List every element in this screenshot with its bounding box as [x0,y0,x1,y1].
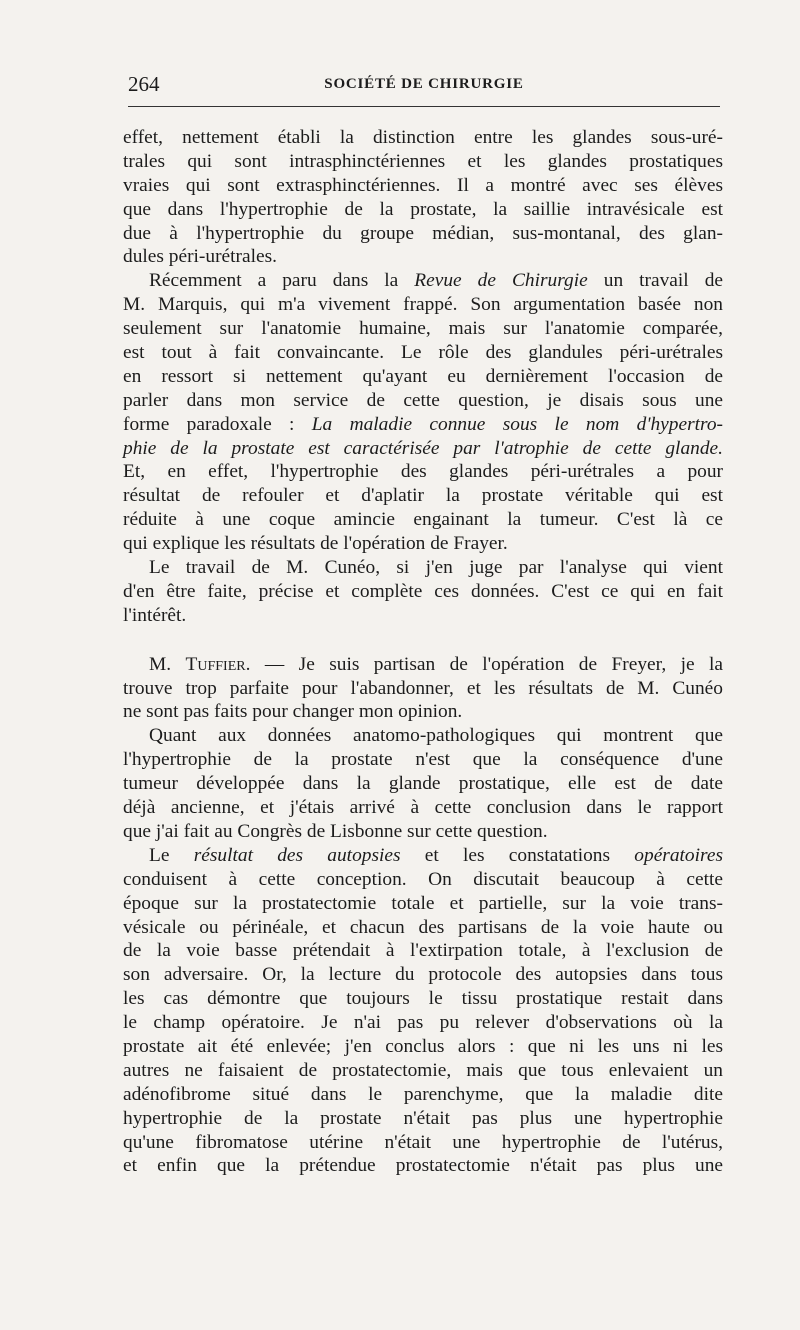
italic-quote: phie de la prostate est caractérisée par l'atrophie de cette glande. [123,437,723,459]
italic-phrase: opératoires [634,844,723,866]
text-line [123,269,723,293]
text-run: Le [149,844,194,866]
text-run: et les constatations [400,844,635,866]
text-line: l'intérêt. [123,604,187,626]
running-head: SOCIÉTÉ DE CHIRURGIE [324,76,524,92]
text-line: seulement sur l'anatomie humaine, mais sur l'anatomie comparée, [123,318,723,340]
text-line: due à l'hypertrophie du groupe médian, sus-montanal, des glan- [123,222,723,244]
text-line: résultat de refouler et d'aplatir la prostate véritable qui est [123,485,723,507]
text-line [123,844,723,868]
text-line: d'en être faite, précise et complète ces données. C'est ce qui en fait [123,580,723,602]
page-number: 264 [128,72,160,96]
text-line: déjà ancienne, et j'étais arrivé à cette conclusion dans le rapport [123,797,723,819]
text-line: est tout à fait convaincante. Le rôle des glandules péri-urétrales [123,342,723,364]
text-line: parler dans mon service de cette question, je disais sous une [123,389,723,411]
text-line [123,437,723,461]
text-line: effet, nettement établi la distinction entre les glandes sous-uré- [123,127,723,148]
text-run: forme paradoxale : [123,413,312,435]
text-line: son adversaire. Or, la lecture du protocole des autopsies dans tous [123,964,723,986]
text-line: et enfin que la prétendue prostatectomie n'était pas plus une [123,1155,723,1177]
text-line: conduisent à cette conception. On discutait beaucoup à cette [123,868,723,890]
page-header [128,70,720,102]
text-line [123,413,723,437]
text-line: le champ opératoire. Je n'ai pas pu relever d'observations où la [123,1012,723,1034]
text-run: un travail de [587,270,723,292]
text-line: l'hypertrophie de la prostate n'est que la conséquence d'une [123,749,723,771]
italic-quote: La maladie connue sous le nom d'hypertro- [311,413,723,435]
text-line: Le travail de M. Cunéo, si j'en juge par l'analyse qui vient [149,557,723,579]
header-rule [128,106,720,107]
journal-title: Revue de Chirurgie [414,270,588,292]
text-line: vraies qui sont extrasphinctériennes. Il a montré avec ses élèves [123,174,723,196]
text-line: qu'une fibromatose utérine n'était une hypertrophie de l'utérus, [123,1131,723,1153]
text-line: tumeur développée dans la glande prostatique, elle est de date [123,773,723,795]
text-run: Récemment a paru dans la [149,270,415,292]
text-line: ne sont pas faits pour changer mon opinion. [123,701,463,723]
body-text [123,126,723,1178]
text-line: Et, en effet, l'hypertrophie des glandes péri-urétrales a pour [123,461,723,483]
text-line: en ressort si nettement qu'ayant eu dernièrement l'occasion de [123,365,723,387]
text-line: prostate ait été enlevée; j'en conclus alors : que ni les uns ni les [123,1035,723,1057]
text-line: les cas démontre que toujours le tissu prostatique restait dans [123,988,723,1010]
text-line: hypertrophie de la prostate n'était pas plus une hypertrophie [123,1107,723,1129]
text-line: Quant aux données anatomo-pathologiques qui montrent que [149,725,723,747]
text-line: époque sur la prostatectomie totale et partielle, sur la voie trans- [123,892,723,914]
text-line: de la voie basse prétendait à l'extirpation totale, à l'exclusion de [123,940,723,962]
text-run: . — Je suis partisan de l'opération de Freyer, je la [245,653,723,675]
text-line: réduite à une coque amincie engainant la tumeur. C'est là ce [123,509,723,531]
text-line: dules péri-urétrales. [123,246,277,268]
text-line: trouve trop parfaite pour l'abandonner, et les résultats de M. Cunéo [123,677,723,699]
text-line: M. Marquis, qui m'a vivement frappé. Son argumentation basée non [123,294,723,316]
speaker-prefix: M. [149,653,186,675]
section-gap [123,628,723,653]
text-line: trales qui sont intrasphinctériennes et les glandes prostatiques [123,150,723,172]
text-line [123,653,723,677]
text-line: que dans l'hypertrophie de la prostate, la saillie intravésicale est [123,198,723,220]
text-line: adénofibrome situé dans le parenchyme, que la maladie dite [123,1083,723,1105]
text-line: que j'ai fait au Congrès de Lisbonne sur cette question. [123,820,548,842]
speaker-name: Tuffier [185,653,246,675]
text-line: vésicale ou périnéale, et chacun des partisans de la voie haute ou [123,916,723,938]
text-line: qui explique les résultats de l'opération de Frayer. [123,533,508,555]
text-line: autres ne faisaient de prostatectomie, mais que tous enlevaient un [123,1059,723,1081]
italic-phrase: résultat des autopsies [193,844,401,866]
